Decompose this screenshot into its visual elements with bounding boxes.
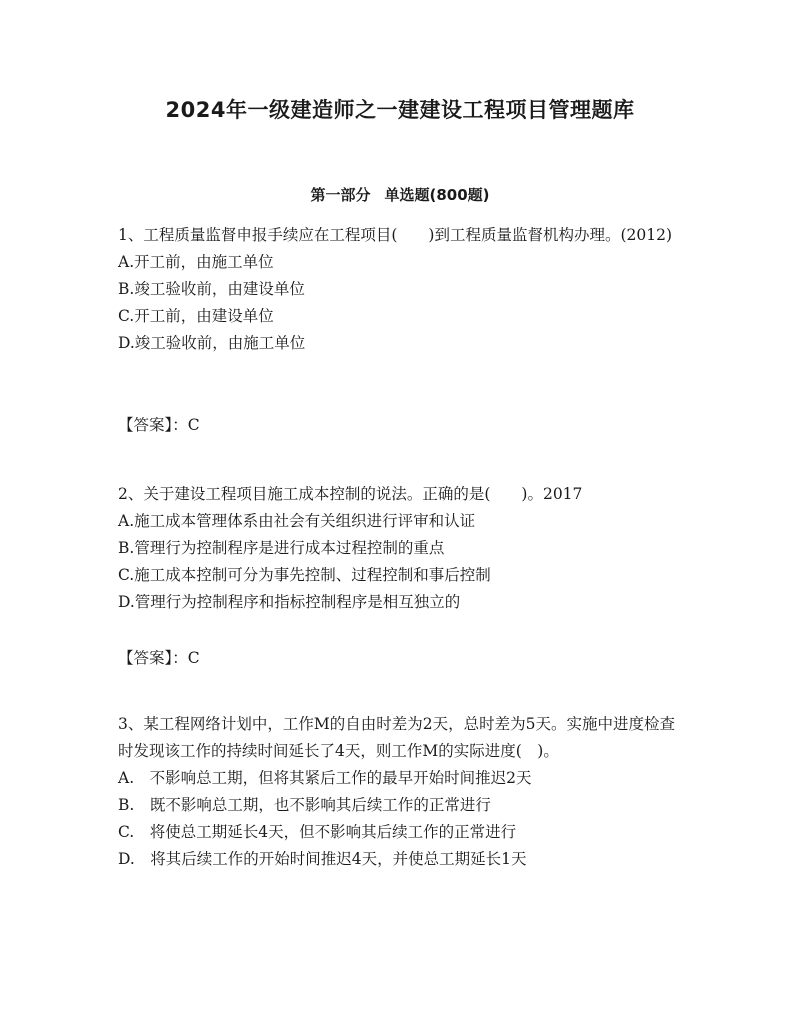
question-stem: 1、工程质量监督申报手续应在工程项目( )到工程质量监督机构办理。(2012): [118, 226, 672, 244]
document-title: 2024年一级建造师之一建建设工程项目管理题库: [165, 98, 635, 122]
option-a: A.开工前，由施工单位: [118, 253, 274, 271]
section-part-label: 第一部分: [310, 186, 371, 204]
option-a: A.施工成本管理体系由社会有关组织进行评审和认证: [118, 512, 476, 530]
section-name-label: 单选题(800题): [384, 186, 490, 204]
option-a: A. 不影响总工期，但将其紧后工作的最早开始时间推迟2天: [118, 769, 532, 787]
question-2: [118, 481, 683, 616]
question-stem: 2、关于建设工程项目施工成本控制的说法。正确的是( )。2017: [118, 485, 583, 503]
option-d: D. 将其后续工作的开始时间推迟4天，并使总工期延长1天: [118, 850, 527, 868]
option-b: B. 既不影响总工期，也不影响其后续工作的正常进行: [118, 796, 491, 814]
option-c: C. 将使总工期延长4天，但不影响其后续工作的正常进行: [118, 823, 517, 841]
option-d: D.竣工验收前，由施工单位: [118, 334, 306, 352]
answer-2: 【答案】：C: [118, 649, 200, 667]
option-b: B.竣工验收前，由建设单位: [118, 280, 305, 298]
option-c: C.施工成本控制可分为事先控制、过程控制和事后控制: [118, 566, 491, 584]
section-heading: [0, 184, 800, 205]
option-b: B.管理行为控制程序是进行成本过程控制的重点: [118, 539, 445, 557]
answer-1: 【答案】：C: [118, 416, 200, 434]
question-stem: 3、某工程网络计划中，工作M的自由时差为2天，总时差为5天。实施中进度检查时发现该工作的持续时间延长了4天，则工作M的实际进度( )。: [118, 715, 675, 760]
question-1: [118, 222, 683, 357]
question-3: [118, 711, 683, 873]
option-c: C.开工前，由建设单位: [118, 307, 274, 325]
option-d: D.管理行为控制程序和指标控制程序是相互独立的: [118, 593, 461, 611]
